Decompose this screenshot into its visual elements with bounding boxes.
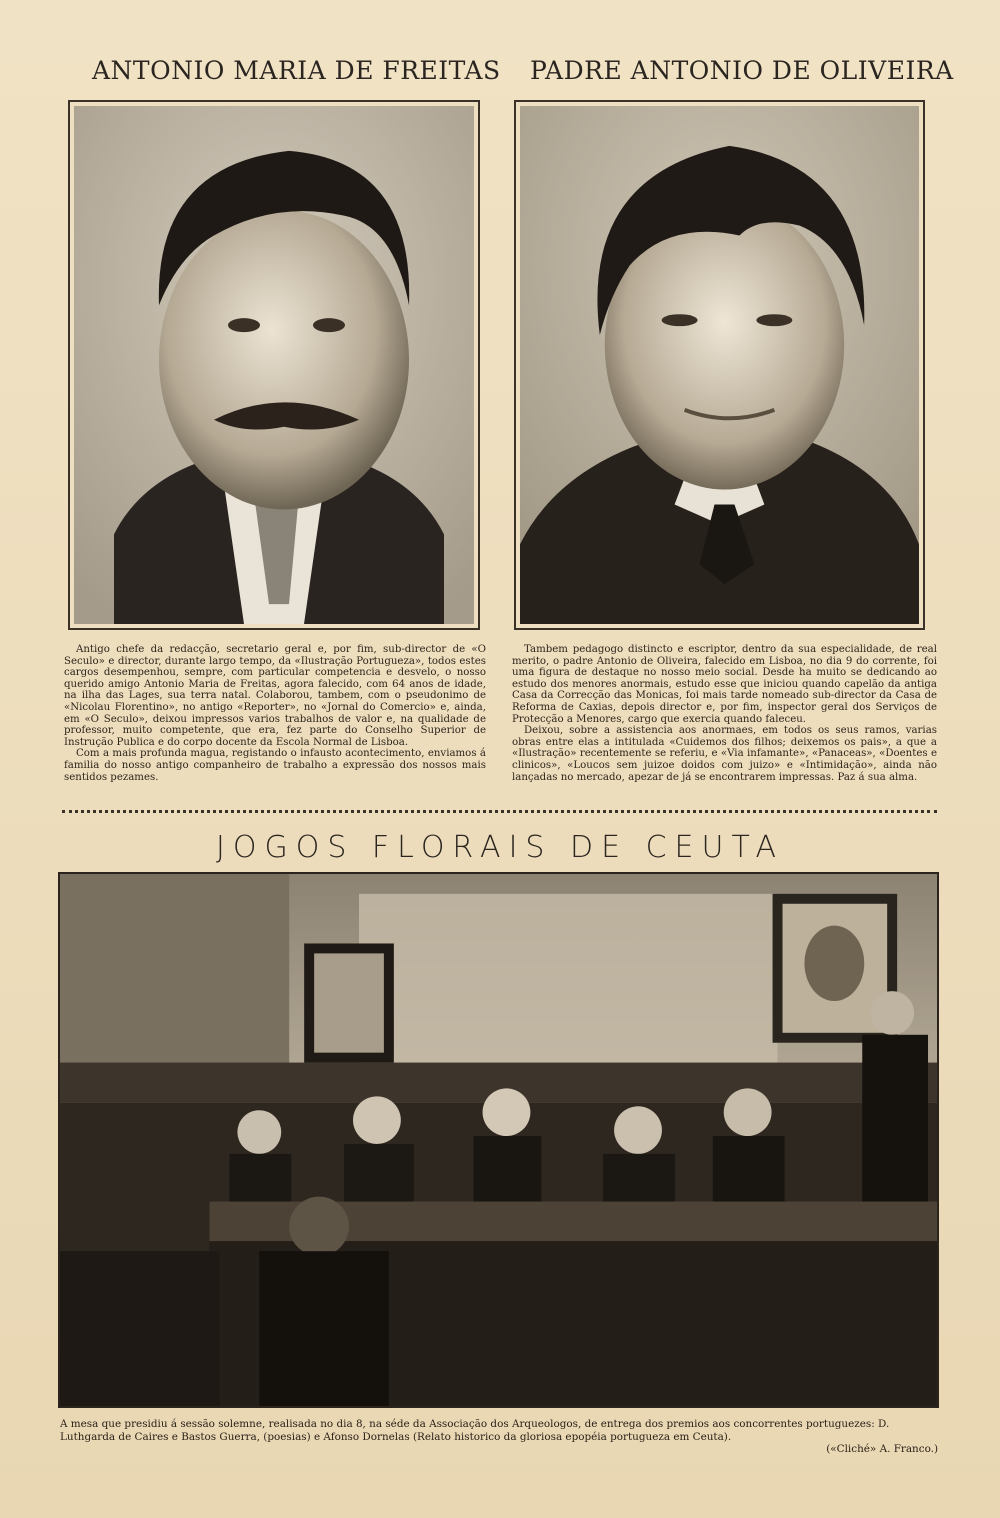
right-portrait-heading: PADRE ANTONIO DE OLIVEIRA [530,56,954,85]
photo-caption [60,1418,938,1456]
photo-credit: («Cliché» A. Franco.) [826,1443,938,1455]
portrait-photo-left [74,106,474,624]
portrait-photo-right [520,106,919,624]
dotted-divider [62,810,937,813]
right-obituary-caption [512,644,937,783]
photo-caption-text: A mesa que presidiu á sessão solemne, realisada no dia 8, na séde da Associação dos Arqueologos, de entrega dos premios aos concorrentes portuguezes: D. Luthgarda de Caires e Bastos Guerra, (poesias) e Afonso Dornelas (Relato historico da gloriosa epopéia portugueza em Ceuta). [60,1418,890,1443]
ceremony-photograph [58,872,939,1408]
portrait-antonio-maria-de-freitas [68,100,480,630]
left-caption-paragraph-2: Com a mais profunda magua, registando o infausto acontecimento, enviamos á familia do nosso antigo companheiro de trabalho a expressão dos nossos mais sentidos pezames. [64,748,486,783]
portrait-padre-antonio-de-oliveira [514,100,925,630]
ceremony-photo-scene [60,874,937,1406]
section-title: JOGOS FLORAIS DE CEUTA [216,830,784,865]
left-obituary-caption [64,644,486,783]
left-portrait-heading: ANTONIO MARIA DE FREITAS [92,56,501,85]
right-caption-paragraph-1: Tambem pedagogo distincto e escriptor, dentro da sua especialidade, de real merito, o padre Antonio de Oliveira, falecido em Lisboa, no dia 9 do corrente, foi uma figura de destaque no nosso meio social. Desde ha muito se dedicando ao estudo dos menores anormais, estudo esse que iniciou quando capelão da antiga Casa da Correcção das Monicas, foi mais tarde nomeado sub-director da Casa de Reforma de Caxias, depois director e, por fim, inspector geral dos Serviços de Protecção a Menores, cargo que exercia quando faleceu. [512,644,937,725]
left-caption-paragraph-1: Antigo chefe da redacção, secretario geral e, por fim, sub-director de «O Seculo» e director, durante largo tempo, da «Ilustração Portugueza», todos estes cargos desempenhou, sempre, com particular competencia e desvelo, o nosso querido amigo Antonio Maria de Freitas, agora falecido, com 64 anos de idade, na ilha das Lages, sua terra natal. Colaborou, tambem, com o pseudonimo de «Nicolau Florentino», no antigo «Reporter», no «Jornal do Comercio» e, ainda, em «O Seculo», deixou impressos varios trabalhos de valor e, na qualidade de professor, muito competente, que era, fez parte do Conselho Superior de Instrução Publica e do corpo docente da Escola Normal de Lisboa. [64,644,486,748]
right-caption-paragraph-2: Deixou, sobre a assistencia aos anormaes, em todos os seus ramos, varias obras entre elas a intitulada «Cuidemos dos filhos; deixemos os pais», a que a «Ilustração» recentemente se referiu, e «Via infamante», «Panaceas», «Doentes e clinicos», «Loucos sem juizoe doidos com juizo» e «Intimidação», ainda não lançadas no mercado, apezar de já se encontrarem impressas. Paz á sua alma. [512,725,937,783]
